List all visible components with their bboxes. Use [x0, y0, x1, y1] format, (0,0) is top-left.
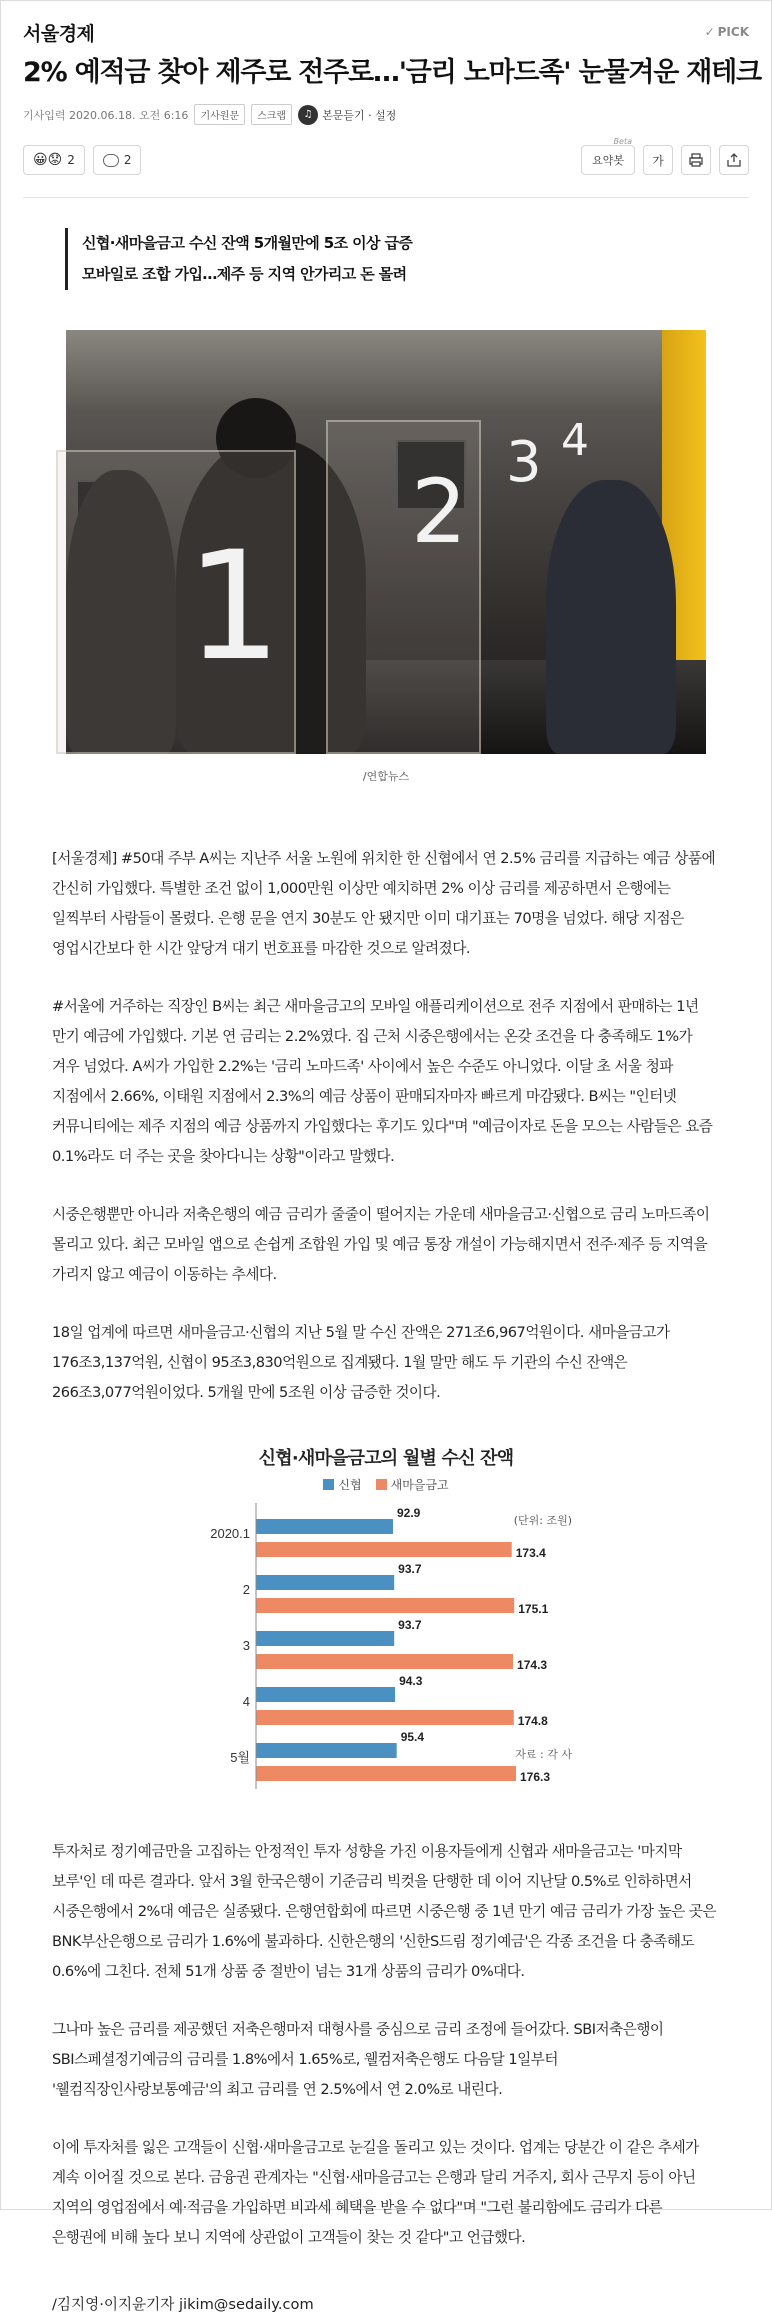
category-label: 2	[242, 1582, 250, 1598]
bar-saemaeul	[256, 1654, 513, 1669]
data-label: 175.1	[518, 1602, 549, 1617]
article-paragraph: 이에 투자처를 잃은 고객들이 신협·새마을금고로 눈길을 돌리고 있는 것이다. 업계는 당분간 이 같은 추세가 계속 이어질 것으로 본다. 금융권 관계자는 "신협·새마을금고는 은행과 달리 거주지, 회사 근무지 등이 아닌 지역의 영업점에서 예·적금을 가입하면 비과세 혜택을 받을 수 없다"며 "그런 불리함에도 금리가 다른 은행권에 비해 높다 보니 지역에 상관없이 고객들이 찾는 것 같다"고 언급했다.	[52, 2139, 699, 2247]
print-button[interactable]	[681, 145, 711, 175]
original-article-button[interactable]: 기사원문	[194, 104, 245, 125]
listen-button[interactable]	[298, 105, 396, 125]
header-divider	[23, 197, 749, 198]
bar-sinhyup	[256, 1743, 397, 1758]
reaction-count: 2	[67, 153, 75, 168]
bar-sinhyup	[256, 1687, 395, 1702]
summary-bot-button[interactable]	[581, 137, 635, 175]
comment-bubble-icon	[103, 154, 119, 167]
subheadline	[65, 228, 771, 290]
press-name[interactable]: 서울경제	[23, 22, 95, 45]
category-label: 3	[242, 1638, 250, 1654]
data-label: 176.3	[520, 1770, 551, 1785]
bar-saemaeul	[256, 1598, 514, 1613]
article-paragraph: [서울경제] #50대 주부 A씨는 지난주 서울 노원에 위치한 한 신협에서 연 2.5% 금리를 지급하는 예금 상품에 간신히 가입했다. 특별한 조건 없이 1,000만원 이상만 예치하면 2% 이상 금리를 제공하면서 은행에는 일찍부터 사람들이 몰렸다. 은행 문을 연지 30분도 안 됐지만 이미 대기표는 70명을 넘었다. 해당 지점은 영업시간보다 한 시간 앞당겨 대기 번호표를 마감한 것으로 알려졌다.	[52, 850, 716, 958]
data-label: 94.3	[399, 1674, 423, 1689]
category-label: 4	[242, 1694, 250, 1710]
reactions	[23, 145, 141, 175]
bar-sinhyup	[256, 1519, 393, 1534]
data-label: 174.3	[517, 1658, 548, 1673]
chart-title: 신협·새마을금고의 월별 수신 잔액	[258, 1448, 514, 1470]
pick-badge[interactable]	[705, 25, 749, 39]
share-button[interactable]	[719, 145, 749, 175]
article-title: 2% 예적금 찾아 제주로 전주로…'금리 노마드족' 눈물겨운 재테크	[23, 57, 761, 88]
legend-swatch	[376, 1479, 387, 1490]
category-label: 2020.1	[210, 1526, 250, 1542]
legend-label: 새마을금고	[390, 1478, 449, 1493]
subheadline-line: 신협·새마을금고 수신 잔액 5개월만에 5조 이상 급증	[82, 234, 413, 253]
photo-ceiling	[66, 330, 706, 410]
chart-legend	[186, 1476, 586, 1493]
check-icon: ✓	[704, 25, 715, 39]
scrap-button[interactable]: 스크랩	[251, 104, 292, 125]
published-date: 기사입력 2020.06.18. 오전 6:16	[23, 108, 189, 122]
photo-caption: /연합뉴스	[362, 770, 410, 784]
photo-number: 1	[186, 520, 282, 695]
font-size-label: 가	[652, 153, 664, 168]
article-paragraph: #서울에 거주하는 직장인 B씨는 최근 새마을금고의 모바일 애플리케이션으로 전주 지점에서 판매하는 1년 만기 예금에 가입했다. 기본 연 금리는 2.2%였다. 집 근처 시중은행에서는 온갖 조건을 다 충족해도 1%가 겨우 넘었다. A씨가 가입한 2.2%는 '금리 노마드족' 사이에서 높은 수준도 아니었다. 이달 초 서울 청파 지점에서 2.66%, 이태원 지점에서 2.3%의 예금 상품이 판매되자마자 빠르게 마감됐다. B씨는 "인터넷 커뮤니티에는 제주 지점의 예금 상품까지 가입했다는 후기도 있다"며 "예금이자로 돈을 모으는 사람들은 요즘 0.1%라도 더 주는 곳을 찾아다니는 상황"이라고 말했다.	[52, 998, 713, 1166]
article-paragraph: 투자처로 정기예금만을 고집하는 안정적인 투자 성향을 가진 이용자들에게 신협과 새마을금고는 '마지막 보루'인 데 따른 결과다. 앞서 3월 한국은행이 기준금리 빅컷을 단행한 데 이어 지난달 0.5%로 인하하면서 시중은행에서 2%대 예금은 실종됐다. 은행연합회에 따르면 시중은행 중 1년 만기 예금 금리가 가장 높은 곳은 BNK부산은행으로 금리가 1.6%에 불과하다. 신한은행의 '신한S드림 정기예금'은 각종 조건을 다 충족해도 0.6%에 그친다. 전체 51개 상품 중 절반이 넘는 31개 상품의 금리가 0%대다.	[52, 1843, 717, 1981]
headphone-icon: ♫	[298, 105, 318, 125]
share-icon	[726, 152, 742, 168]
comment-button[interactable]	[93, 145, 142, 175]
print-icon	[688, 152, 704, 168]
font-size-button[interactable]	[643, 145, 673, 175]
bar-saemaeul	[256, 1542, 512, 1557]
listen-label: 본문듣기 · 설정	[322, 108, 397, 122]
photo-number: 2	[411, 460, 467, 564]
beta-label: Beta	[613, 137, 632, 147]
article-paragraph: 시중은행뿐만 아니라 저축은행의 예금 금리가 줄줄이 떨어지는 가운데 새마을금고·신협으로 금리 노마드족이 몰리고 있다. 최근 모바일 앱으로 손쉽게 조합원 가입 및 예금 통장 개설이 가능해지면서 전주·제주 등 지역을 가리지 않고 예금이 이동하는 추세다.	[52, 1206, 710, 1284]
photo-number: 3	[506, 430, 542, 496]
article-paragraph: 18일 업계에 따르면 새마을금고·신협의 지난 5월 말 수신 잔액은 271조6,967억원이다. 새마을금고가 176조3,137억원, 신협이 95조3,830억원으로 집계됐다. 1월 말만 해도 두 기관의 수신 잔액은 266조3,077억원이었다. 5개월 만에 5조원 이상 급증한 것이다.	[52, 1324, 670, 1402]
bar-saemaeul	[256, 1710, 514, 1725]
pick-label: PICK	[717, 25, 749, 39]
legend-item-saemaeul	[376, 1476, 449, 1493]
action-row	[1, 125, 771, 175]
press-row	[1, 1, 771, 45]
tools	[581, 137, 749, 175]
photo-number: 4	[561, 415, 589, 467]
legend-swatch	[323, 1479, 334, 1490]
data-label: 173.4	[515, 1546, 546, 1561]
chart-unit: (단위: 조원)	[513, 1514, 572, 1528]
photo-person	[546, 480, 676, 754]
chart-source: 자료 : 각 사	[515, 1748, 572, 1762]
byline: /김지영·이지윤기자 jikim@sedaily.com	[52, 2296, 314, 2314]
bar-saemaeul	[256, 1766, 516, 1781]
legend-item-sinhyup	[323, 1476, 361, 1493]
emoji-icon: 😀😟	[33, 152, 63, 169]
article-photo[interactable]	[66, 330, 706, 754]
reaction-button[interactable]	[23, 145, 85, 175]
article-info	[1, 90, 771, 125]
category-label: 5월	[230, 1750, 250, 1766]
comment-count: 2	[123, 153, 132, 168]
data-label: 92.9	[397, 1506, 421, 1521]
deposit-chart	[186, 1444, 586, 1797]
legend-label: 신협	[338, 1478, 362, 1493]
subheadline-line: 모바일로 조합 가입…제주 등 지역 안가리고 돈 몰려	[82, 265, 407, 284]
bar-sinhyup	[256, 1631, 394, 1646]
article-paragraph: 그나마 높은 금리를 제공했던 저축은행마저 대형사를 중심으로 금리 조정에 들어갔다. SBI저축은행이 SBI스페셜정기예금의 금리를 1.8%에서 1.65%로, 웰컴저축은행도 다음달 1일부터 '웰컴직장인사랑보통예금'의 최고 금리를 연 2.5%에서 연 2.0%로 내린다.	[52, 2021, 664, 2099]
data-label: 93.7	[398, 1618, 422, 1633]
data-label: 95.4	[400, 1730, 425, 1745]
bar-sinhyup	[256, 1575, 394, 1590]
data-label: 174.8	[517, 1714, 548, 1729]
summary-label: 요약봇	[592, 154, 624, 168]
data-label: 93.7	[398, 1562, 422, 1577]
